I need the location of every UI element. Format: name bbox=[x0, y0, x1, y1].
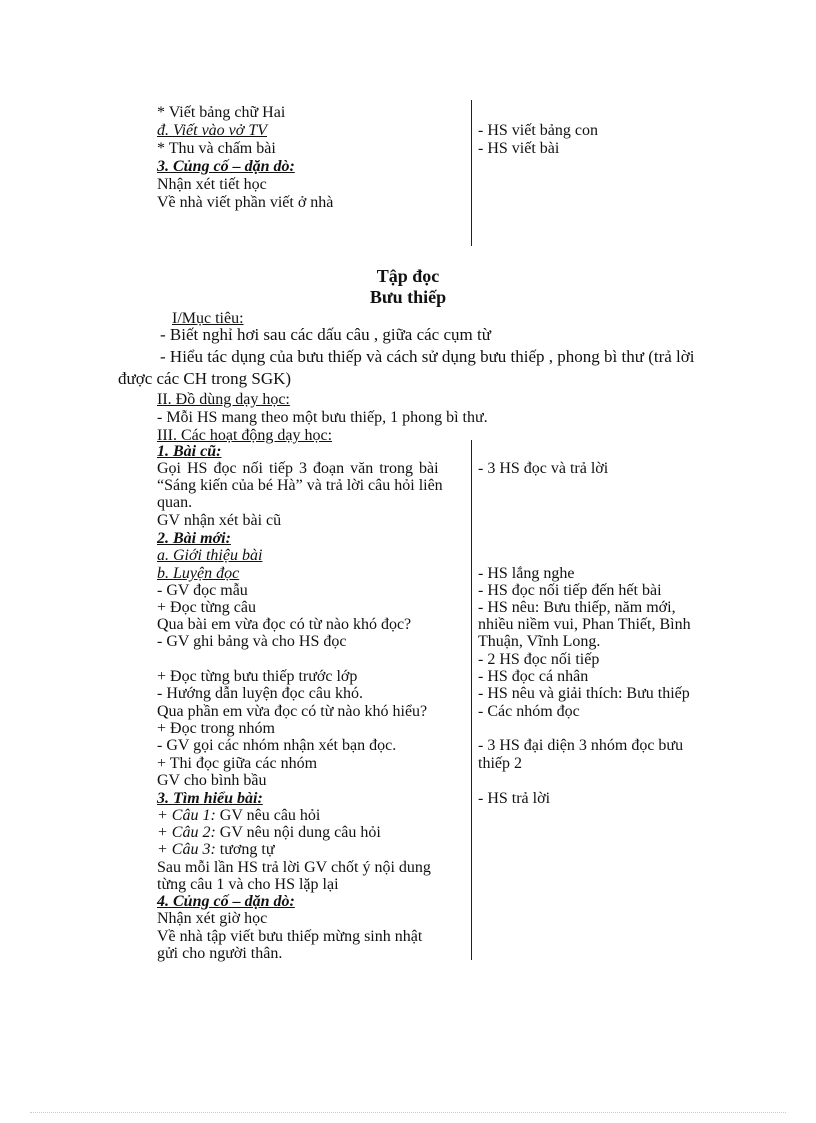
question-label: + Câu 1: bbox=[157, 807, 216, 824]
question-line bbox=[157, 807, 320, 825]
text-line: Thuận, Vĩnh Long. bbox=[478, 633, 601, 650]
question-line bbox=[157, 841, 275, 859]
text-line: - Các nhóm đọc bbox=[478, 703, 580, 720]
text-line: - 3 HS đại diện 3 nhóm đọc bưu bbox=[478, 737, 684, 754]
objective-item: - Biết nghỉ hơi sau các dấu câu , giữa các cụm từ bbox=[160, 325, 491, 344]
text-line: - GV ghi bảng và cho HS đọc bbox=[157, 633, 347, 650]
text-line: - GV gọi các nhóm nhận xét bạn đọc. bbox=[157, 737, 397, 754]
text-line: gửi cho người thân. bbox=[157, 945, 283, 962]
text-line: + Đọc trong nhóm bbox=[157, 720, 275, 737]
objectives-label: I/Mục tiêu: bbox=[172, 310, 244, 327]
text-line: Sau mỗi lần HS trả lời GV chốt ý nội dung bbox=[157, 859, 431, 876]
subheading: 3. Tìm hiểu bài: bbox=[157, 790, 263, 807]
text-line: Qua bài em vừa đọc có từ nào khó đọc? bbox=[157, 616, 412, 633]
text-line: - 2 HS đọc nối tiếp bbox=[478, 651, 600, 668]
subheading: b. Luyện đọc bbox=[157, 565, 240, 582]
question-text: tương tự bbox=[215, 841, 275, 858]
question-text: GV nêu nội dung câu hỏi bbox=[215, 824, 381, 841]
question-label: + Câu 2: bbox=[157, 824, 216, 841]
subheading: 2. Bài mới: bbox=[157, 530, 231, 547]
column-divider-main bbox=[471, 440, 472, 960]
equipment-label: II. Đồ dùng dạy học: bbox=[157, 391, 290, 408]
text-line: Nhận xét giờ học bbox=[157, 910, 268, 927]
text-line: quan. bbox=[157, 494, 193, 511]
text-line: - HS viết bài bbox=[478, 140, 560, 157]
column-divider-top bbox=[471, 100, 472, 246]
subheading: 3. Củng cố – dặn dò: bbox=[157, 158, 295, 175]
text-line: - Hướng dẫn luyện đọc câu khó. bbox=[157, 685, 363, 702]
text-line: + Đọc từng câu bbox=[157, 599, 256, 616]
text-line: nhiều niềm vui, Phan Thiết, Bình bbox=[478, 616, 691, 633]
text-line: - HS trả lời bbox=[478, 790, 551, 807]
text-line: từng câu 1 và cho HS lặp lại bbox=[157, 876, 339, 893]
text-line: - HS đọc nối tiếp đến hết bài bbox=[478, 582, 662, 599]
text-line: - HS viết bảng con bbox=[478, 122, 598, 139]
text-line: + Đọc từng bưu thiếp trước lớp bbox=[157, 668, 358, 685]
lesson-title: Tập đọc bbox=[376, 266, 440, 286]
text-line: - HS nêu: Bưu thiếp, năm mới, bbox=[478, 599, 676, 616]
text-line: - HS nêu và giải thích: Bưu thiếp bbox=[478, 685, 690, 702]
objective-item: - Hiểu tác dụng của bưu thiếp và cách sử dụng bưu thiếp , phong bì thư (trả lời bbox=[160, 347, 695, 366]
text-line: Gọi HS đọc nối tiếp 3 đoạn văn trong bài bbox=[157, 460, 439, 477]
objective-item-cont: được các CH trong SGK) bbox=[118, 369, 292, 388]
text-line: Về nhà viết phần viết ở nhà bbox=[157, 194, 334, 211]
question-line bbox=[157, 824, 381, 842]
subheading: 1. Bài cũ: bbox=[157, 443, 222, 460]
text-line: Nhận xét tiết học bbox=[157, 176, 267, 193]
text-line: GV cho bình bầu bbox=[157, 772, 267, 789]
text-line: * Viết bảng chữ Hai bbox=[157, 104, 286, 121]
text-line: - HS lắng nghe bbox=[478, 565, 575, 582]
text-line: thiếp 2 bbox=[478, 755, 522, 772]
question-text: GV nêu câu hỏi bbox=[215, 807, 321, 824]
text-line: - 3 HS đọc và trả lời bbox=[478, 460, 609, 477]
text-line: GV nhận xét bài cũ bbox=[157, 512, 282, 529]
text-line: “Sáng kiến của bé Hà” và trả lời câu hỏi liên bbox=[157, 477, 443, 494]
text-line: Qua phần em vừa đọc có từ nào khó hiểu? bbox=[157, 703, 428, 720]
text-line: + Thi đọc giữa các nhóm bbox=[157, 755, 318, 772]
subheading: 4. Củng cố – dặn dò: bbox=[157, 893, 295, 910]
equipment-text: - Mỗi HS mang theo một bưu thiếp, 1 phong bì thư. bbox=[157, 409, 488, 426]
text-line: * Thu và chấm bài bbox=[157, 140, 276, 157]
text-line: - HS đọc cá nhân bbox=[478, 668, 589, 685]
activities-label: III. Các hoạt động dạy học: bbox=[157, 427, 333, 444]
subheading: đ. Viết vào vở TV bbox=[157, 122, 267, 139]
lesson-subtitle: Bưu thiếp bbox=[369, 287, 447, 307]
text-line: Về nhà tập viết bưu thiếp mừng sinh nhật bbox=[157, 928, 423, 945]
subheading: a. Giới thiệu bài bbox=[157, 547, 263, 564]
text-line: - GV đọc mẫu bbox=[157, 582, 248, 599]
page-bottom-rule bbox=[30, 1112, 786, 1113]
question-label: + Câu 3: bbox=[157, 841, 216, 858]
